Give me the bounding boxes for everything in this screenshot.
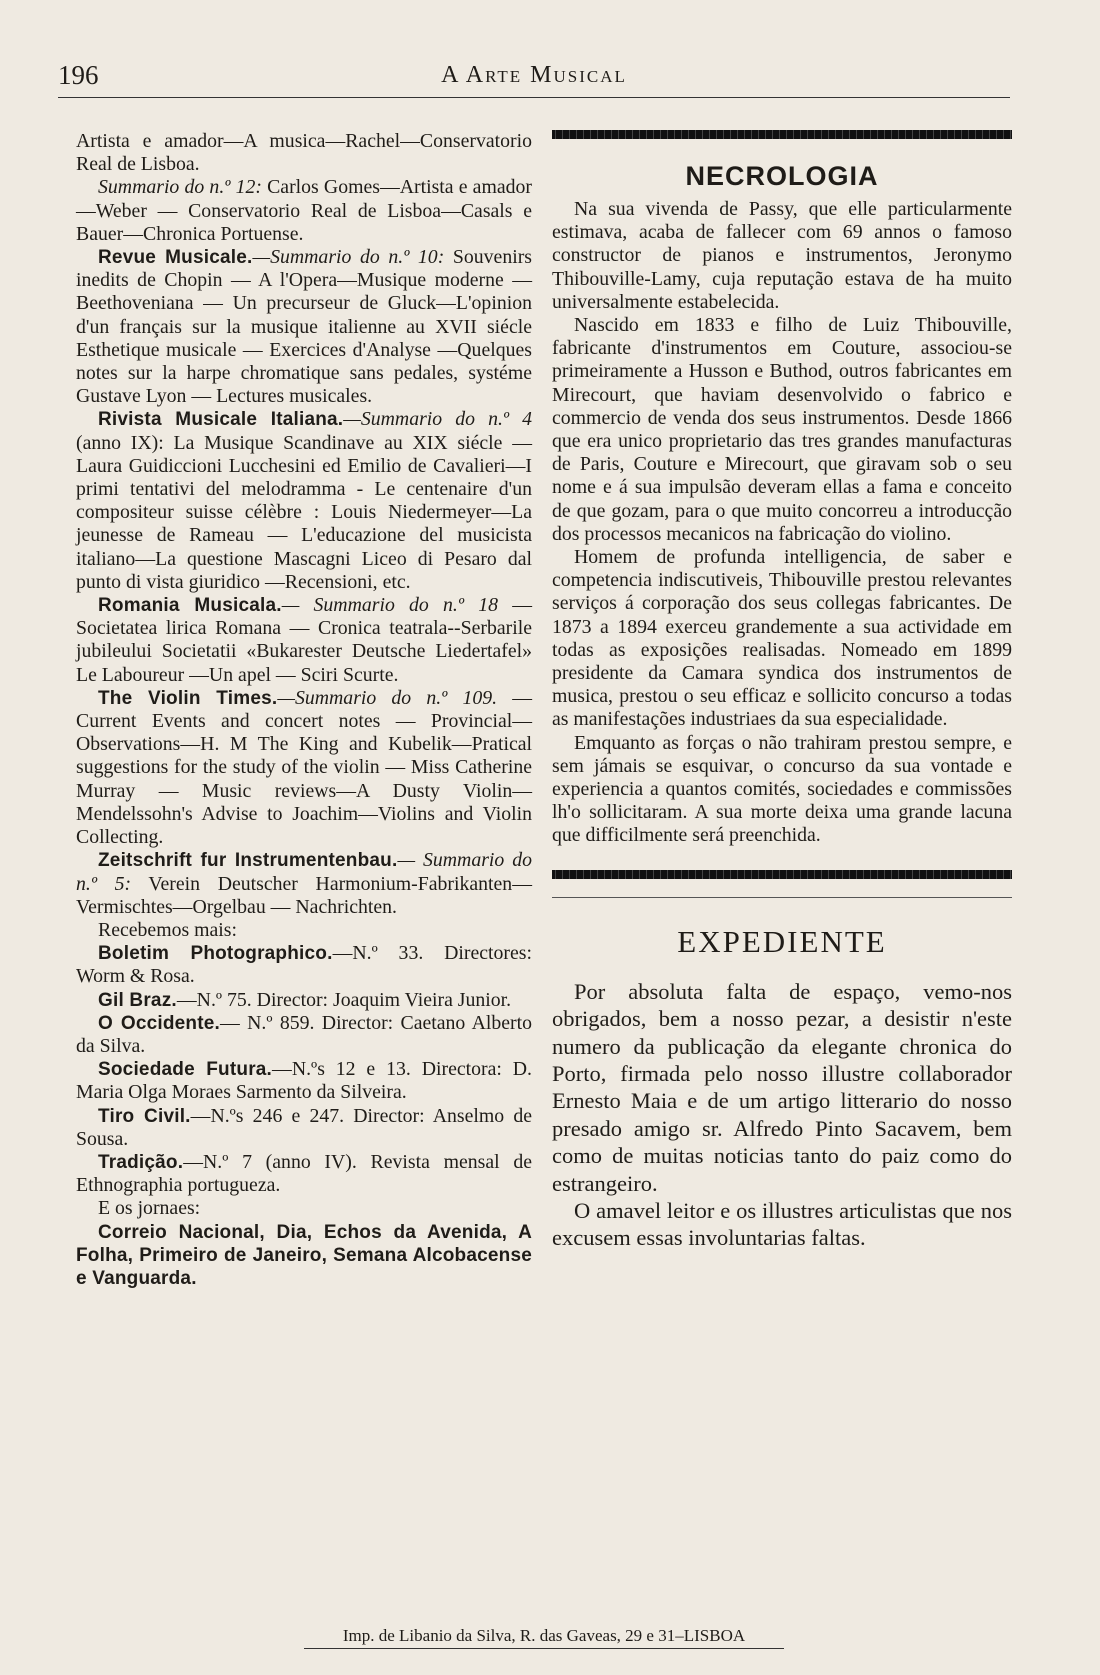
- footer-rule: [304, 1648, 784, 1649]
- summary-continuation: Artista e amador—A musica—Rachel—Conservatorio Real de Lisboa.: [76, 130, 532, 176]
- necrologia-paragraph-1: Na sua vivenda de Passy, que elle particularmente estimava, acaba de fallecer com 69 annos o famoso constructor de pianos e instrumentos, Jeronymo Thibouville-Lamy, cuja reputação estava de ha muito universalmente estabelecida.: [552, 198, 1012, 313]
- entry-boletim: Boletim Photographico.—N.º 33. Directores: Worm & Rosa.: [76, 942, 532, 988]
- recebemos-mais: Recebemos mais:: [98, 918, 237, 941]
- left-column: [76, 130, 532, 1290]
- journal-title: A Arte Musical: [441, 62, 627, 88]
- jornaes-list: Correio Nacional, Dia, Echos da Avenida, A Folha, Primeiro de Janeiro, Semana Alcobacense e Vanguarda.: [76, 1221, 532, 1289]
- summary-12: Summario do n.º 12: Carlos Gomes—Artista e amador —Weber — Conservatorio Real de Lisboa—Casals e Bauer—Chronica Portuense.: [76, 176, 532, 245]
- entry-zeitschrift: Zeitschrift fur Instrumentenbau.— Summario do n.º 5: Verein Deutscher Harmonium-Fabrikanten—Vermischtes—Orgelbau — Nachrichten.: [76, 849, 532, 918]
- entry-revue-musicale: Revue Musicale.—Summario do n.º 10: Souvenirs inedits de Chopin — A l'Opera—Musique moderne — Beethoveniana — Un precurseur de Gluck—L'opinion d'un français sur la musique italienne au XVII siécle Esthetique musicale — Exercices d'Analyse —Quelques notes sur la harpe chromatique sans pedales, systéme Gustave Lyon — Lectures musicales.: [76, 246, 532, 408]
- entry-violin-times: The Violin Times.—Summario do n.º 109. — Current Events and concert notes — Provincial—Observations—H. M The King and Kubelik—Pratical suggestions for the study of the violin — Miss Catherine Murray — Music reviews—A Dusty Violin—Mendelssohn's Advise to Joachim—Violins and Violin Collecting.: [76, 686, 532, 849]
- jornaes-label: E os jornaes:: [98, 1197, 201, 1220]
- necrologia-paragraph-2: Nascido em 1833 e filho de Luiz Thibouville, fabricante d'instrumentos em Couture, associou-se primeiramente a Husson e Buthod, outros fabricantes em Mirecourt, que haviam desenvolvido o fabrico e commercio de venda dos seus instrumentos. Desde 1866 que era unico proprietario das tres grandes manufacturas de Paris, Couture e Mirecourt, que giravam sob o seu nome e á sua impulsão deveram ellas a fama e conceito de que gozam, para o que muito concorreu a introducção dos processos mecanicos na fabricação do violino.: [552, 314, 1012, 545]
- necrologia-paragraph-3: Homem de profunda intelligencia, de saber e competencia indiscutiveis, Thibouville prestou relevantes serviços á corporação dos seus collegas fabricantes. De 1873 a 1894 exerceu grandemente a sua actividade em todas as exposições realisadas. Nomeado em 1899 presidente da Camara syndica dos instrumentos de musica, prestou o seu efficaz e sollicito concurso a todas as manifestações industriaes da sua especialidade.: [552, 546, 1012, 731]
- expediente-heading: EXPEDIENTE: [677, 923, 887, 959]
- entry-romania-musicala: Romania Musicala.— Summario do n.º 18 —Societatea lirica Romana — Cronica teatrala--Serbarile jubileului Societatii «Bukarester Deutsche Liedertafel» Le Laboureur —Un apel — Sciri Scurte.: [76, 594, 532, 686]
- expediente-paragraph-2: O amavel leitor e os illustres articulistas que nos excusem essas involuntarias faltas.: [552, 1197, 1012, 1251]
- printer-imprint: Imp. de Libanio da Silva, R. das Gaveas, 29 e 31–LISBOA: [342, 1626, 746, 1645]
- necrologia-bottom-bar: [552, 870, 1012, 879]
- entry-occidente: O Occidente.— N.º 859. Director: Caetano Alberto da Silva.: [76, 1011, 532, 1057]
- entry-rivista-musicale: Rivista Musicale Italiana.—Summario do n.º 4 (anno IX): La Musique Scandinave au XIX siécle — Laura Guidiccioni Lucchesini ed Emilio de Cavalieri—I primi tentativi del melodramma - Le centenaire d'un compositeur suisse célèbre : Louis Niedermeyer—La jeunesse de Rameau — L'educazione del musicista italiano—La questione Mascagni Liceo di Pesaro dal punto di vista giuridico —Recensioni, etc.: [76, 408, 532, 593]
- header-rule: [58, 97, 1010, 98]
- necrologia-paragraph-4: Emquanto as forças o não trahiram prestou sempre, e sem jámais se esquivar, o concurso da sua vontade e experiencia a quantos comités, sociedades e commissões lh'o sollicitaram. A sua morte deixa uma grande lacuna que difficilmente será preenchida.: [552, 731, 1012, 847]
- section-divider: [552, 897, 1012, 898]
- page-number: 196: [58, 60, 99, 90]
- running-header: [58, 60, 1010, 96]
- entry-tradicao: Tradição.—N.º 7 (anno IV). Revista mensal de Ethnographia portugueza.: [76, 1150, 532, 1197]
- expediente-paragraph-1: Por absoluta falta de espaço, vemo-nos obrigados, bem a nosso pezar, a desistir n'este numero da publicação da elegante chronica do Porto, firmada pelo nosso illustre collaborador Ernesto Maia e de um artigo litterario do nosso presado amigo sr. Alfredo Pinto Sacavem, bem como de muitas noticias tanto do paiz como do estrangeiro.: [552, 978, 1012, 1196]
- entry-tiro-civil: Tiro Civil.—N.ºs 246 e 247. Director: Anselmo de Sousa.: [76, 1104, 532, 1150]
- necrologia-top-bar: [552, 130, 1012, 139]
- right-column: [552, 130, 1012, 1252]
- entry-gil-braz: Gil Braz.—N.º 75. Director: Joaquim Vieira Junior.: [98, 988, 512, 1011]
- entry-sociedade-futura: Sociedade Futura.—N.ºs 12 e 13. Directora: D. Maria Olga Moraes Sarmento da Silveira.: [76, 1058, 532, 1104]
- necrologia-heading: NECROLOGIA: [685, 161, 879, 191]
